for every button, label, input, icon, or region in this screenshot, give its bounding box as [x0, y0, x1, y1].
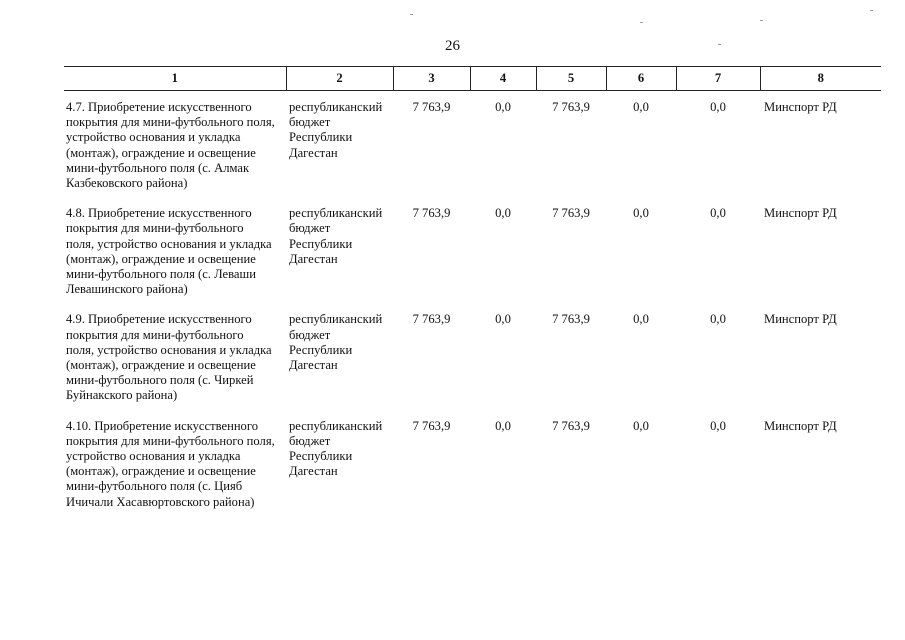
- header-col-5: 5: [536, 67, 606, 91]
- row-funding-source: республиканский бюджет Республики Дагестан: [289, 206, 383, 266]
- row-col7-value: 0,0: [710, 418, 726, 433]
- header-col-2: 2: [286, 67, 393, 91]
- row-col7-value: 0,0: [710, 312, 726, 327]
- row-col5-value: 7 763,9: [552, 206, 590, 221]
- header-col-8: 8: [760, 67, 881, 91]
- row-executor: Минспорт РД: [764, 100, 837, 114]
- row-col5-value: 7 763,9: [552, 312, 590, 327]
- row-description: 4.10. Приобретение искусственного покрытия для мини-футбольного поля, устройство основания и укладка (монтаж), ограждение и освещение мини-футбольного поля (с. Цияб Ичичали Хасавюртовского района): [66, 418, 275, 509]
- scan-artifact: [870, 10, 873, 11]
- row-col6-value: 0,0: [633, 206, 649, 221]
- row-funding-source: республиканский бюджет Республики Дагестан: [289, 312, 383, 373]
- row-col6-value: 0,0: [633, 100, 649, 114]
- scan-artifact: [410, 14, 413, 15]
- row-executor: Минспорт РД: [764, 418, 837, 433]
- row-funding-source: республиканский бюджет Республики Дагестан: [289, 418, 383, 479]
- row-col4-value: 0,0: [495, 100, 511, 114]
- scan-artifact: [760, 20, 763, 21]
- row-col3-value: 7 763,9: [412, 206, 451, 221]
- page-number: 26: [445, 38, 460, 54]
- row-col5-value: 7 763,9: [552, 418, 590, 433]
- row-executor: Минспорт РД: [764, 312, 837, 327]
- row-col3-value: 7 763,9: [412, 312, 451, 327]
- row-col4-value: 0,0: [495, 312, 511, 327]
- row-col6-value: 0,0: [633, 312, 649, 327]
- header-col-3: 3: [393, 67, 470, 91]
- header-col-6: 6: [606, 67, 676, 91]
- scan-artifact: [640, 22, 643, 23]
- scan-artifact: [718, 44, 721, 45]
- row-description: 4.9. Приобретение искусственного покрытия для мини-футбольного поля, устройство основания и укладка (монтаж), ограждение и освещение мини-футбольного поля (с. Чиркей Буйнакского района): [66, 312, 272, 403]
- table-header-row: [64, 67, 881, 91]
- table-row: [64, 91, 881, 192]
- row-col4-value: 0,0: [495, 206, 511, 221]
- row-funding-source: республиканский бюджет Республики Дагестан: [289, 100, 383, 160]
- row-description: 4.8. Приобретение искусственного покрытия для мини-футбольного поля, устройство основания и укладка (монтаж), ограждение и освещение мини-футбольного поля (с. Леваши Левашинского района): [66, 206, 272, 297]
- row-col7-value: 0,0: [710, 100, 726, 114]
- table-row: [64, 191, 881, 297]
- header-col-7: 7: [676, 67, 760, 91]
- row-description: 4.7. Приобретение искусственного покрытия для мини-футбольного поля, устройство основания и укладка (монтаж), ограждение и освещение мини-футбольного поля (с. Алмак Казбековского района): [66, 100, 275, 191]
- table-row: [64, 404, 881, 510]
- row-col7-value: 0,0: [710, 206, 726, 221]
- row-col4-value: 0,0: [495, 418, 511, 433]
- table-row: [64, 297, 881, 403]
- row-col6-value: 0,0: [633, 418, 649, 433]
- header-col-1: 1: [64, 67, 286, 91]
- header-col-4: 4: [470, 67, 536, 91]
- row-col3-value: 7 763,9: [412, 100, 451, 114]
- row-col3-value: 7 763,9: [412, 418, 451, 433]
- row-col5-value: 7 763,9: [552, 100, 590, 114]
- program-table: [64, 66, 881, 510]
- row-executor: Минспорт РД: [764, 206, 837, 221]
